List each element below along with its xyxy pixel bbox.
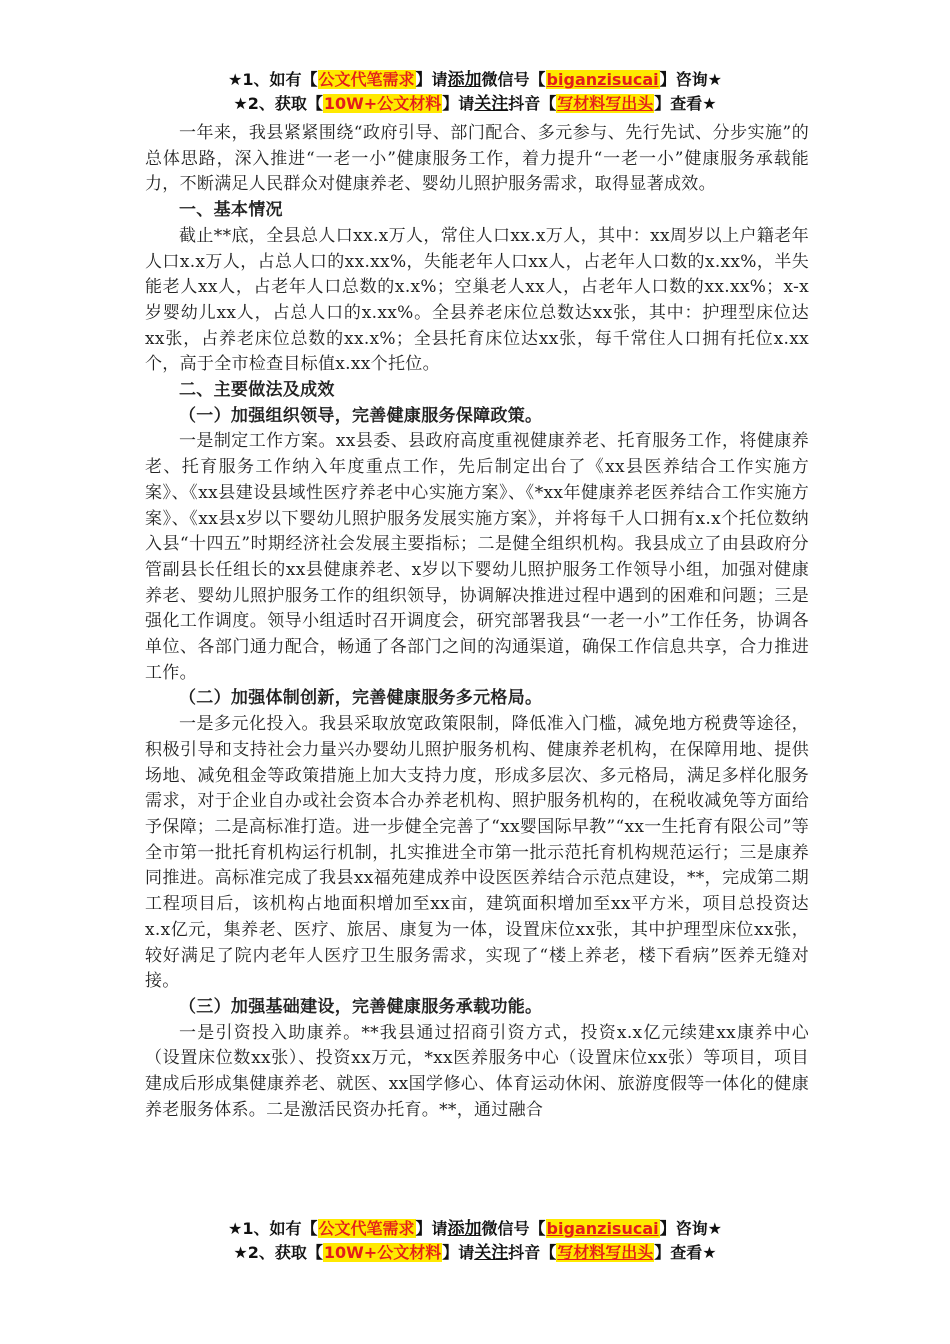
banner-text: 微信号【 <box>481 70 546 89</box>
banner-highlight: 10W+公文材料 <box>323 94 442 113</box>
wechat-id: biganzisucai <box>546 1219 659 1238</box>
banner-text: 】请 <box>442 94 475 113</box>
subsection-heading-2: （二）加强体制创新，完善健康服务多元格局。 <box>179 688 543 709</box>
banner-text: 】查看★ <box>654 94 717 113</box>
banner-text: 】咨询★ <box>659 70 722 89</box>
douyin-account: 写材料写出头 <box>557 1243 654 1262</box>
section-heading-main: 二、主要做法及成效 <box>179 380 335 401</box>
banner-emphasis: 关注 <box>474 1243 509 1263</box>
douyin-account: 写材料写出头 <box>557 94 654 113</box>
banner-line-1 <box>0 1217 950 1241</box>
banner-text: ★1、如有【 <box>228 1219 318 1238</box>
banner-text: 抖音【 <box>508 1243 557 1262</box>
basic-paragraph: 截止**底，全县总人口xx.x万人，常住人口xx.x万人，其中：xx周岁以上户籍老年人口x.x万人，占总人口的xx.xx%，失能老年人口xx人，占老年人口数的x.xx%，半失能老人xx人，占老年人口总数的x.x%；空巢老人xx人，占老年人口数的xx.xx%；x-x岁婴幼儿xx人，占总人口的x.xx%。全县养老床位总数达xx张，其中：护理型床位达xx张，占养老床位总数的xx.x%；全县托育床位达xx张，每千常住人口拥有托位x.xx个，高于全市检查目标值x.xx个托位。 <box>145 225 809 375</box>
wechat-id: biganzisucai <box>546 70 659 89</box>
banner-emphasis: 关注 <box>474 94 509 114</box>
subsection-paragraph-2: 一是多元化投入。我县采取放宽政策限制，降低准入门槛，减免地方税费等途径，积极引导和支持社会力量兴办婴幼儿照护服务机构、健康养老机构，在保障用地、提供场地、减免租金等政策措施上加大支持力度，形成多层次、多元格局，满足多样化服务需求，对于企业自办或社会资本合办养老机构、照护服务机构的，在税收减免等方面给予保障；二是高标准打造。进一步健全完善了“xx婴国际早教”“xx一生托育有限公司”等全市第一批托育机构运行机制，扎实推进全市第一批示范托育机构规范运行；三是康养同推进。高标准完成了我县xx福苑建成养中设医医养结合示范点建设，**，完成第二期工程项目后，该机构占地面积增加至xx亩，建筑面积增加至xx平方米，项目总投资达x.x亿元，集养老、医疗、旅居、康复为一体，设置床位xx张，其中护理型床位xx张，较好满足了院内老年人医疗卫生服务需求，实现了“楼上养老，楼下看病”医养无缝对接。 <box>145 714 809 992</box>
banner-text: 抖音【 <box>508 94 557 113</box>
ad-banner-bottom <box>0 1217 950 1265</box>
section-heading-basic: 一、基本情况 <box>179 200 283 221</box>
banner-text: 微信号【 <box>481 1219 546 1238</box>
banner-text: ★1、如有【 <box>228 70 318 89</box>
banner-line-2 <box>0 92 950 116</box>
document-body <box>145 121 809 1123</box>
banner-text: 】请 <box>442 1243 475 1262</box>
banner-text: ★2、获取【 <box>233 94 323 113</box>
banner-line-1 <box>0 68 950 92</box>
subsection-paragraph-3: 一是引资投入助康养。**我县通过招商引资方式，投资x.x亿元续建xx康养中心（设置床位数xx张）、投资xx万元，*xx医养服务中心（设置床位xx张）等项目，项目建成后形成集健康养老、就医、xx国学修心、体育运动休闲、旅游度假等一体化的健康养老服务体系。二是激活民资办托育。**，通过融合 <box>145 1022 809 1120</box>
banner-emphasis: 添加 <box>447 70 482 90</box>
subsection-paragraph-1: 一是制定工作方案。xx县委、县政府高度重视健康养老、托育服务工作，将健康养老、托育服务工作纳入年度重点工作，先后制定出台了《xx县医养结合工作实施方案》、《xx县建设县域性医疗养老中心实施方案》、《*xx年健康养老医养结合工作实施方案》、《xx县x岁以下婴幼儿照护服务发展实施方案》，并将每千人口拥有x.x个托位数纳入县“十四五”时期经济社会发展主要指标；二是健全组织机构。我县成立了由县政府分管副县长任组长的xx县健康养老、x岁以下婴幼儿照护服务工作领导小组，加强对健康养老、婴幼儿照护服务工作的组织领导，协调解决推进过程中遇到的困难和问题；三是强化工作调度。领导小组适时召开调度会，研究部署我县“一老一小”工作任务，协调各单位、各部门通力配合，畅通了各部门之间的沟通渠道，确保工作信息共享，合力推进工作。 <box>145 431 809 683</box>
banner-text: 】请 <box>415 70 448 89</box>
banner-text: 】查看★ <box>654 1243 717 1262</box>
subsection-heading-3: （三）加强基础建设，完善健康服务承载功能。 <box>179 996 543 1017</box>
ad-banner-top <box>0 68 950 116</box>
banner-text: 】请 <box>415 1219 448 1238</box>
banner-emphasis: 添加 <box>447 1219 482 1239</box>
banner-highlight: 公文代笔需求 <box>318 70 415 89</box>
banner-line-2 <box>0 1241 950 1265</box>
banner-highlight: 10W+公文材料 <box>323 1243 442 1262</box>
intro-paragraph: 一年来，我县紧紧围绕“政府引导、部门配合、多元参与、先行先试、分步实施”的总体思路，深入推进“一老一小”健康服务工作，着力提升“一老一小”健康服务承载能力，不断满足人民群众对健康养老、婴幼儿照护服务需求，取得显著成效。 <box>145 123 809 195</box>
banner-text: ★2、获取【 <box>233 1243 323 1262</box>
banner-text: 】咨询★ <box>659 1219 722 1238</box>
banner-highlight: 公文代笔需求 <box>318 1219 415 1238</box>
subsection-heading-1: （一）加强组织领导，完善健康服务保障政策。 <box>179 405 543 426</box>
